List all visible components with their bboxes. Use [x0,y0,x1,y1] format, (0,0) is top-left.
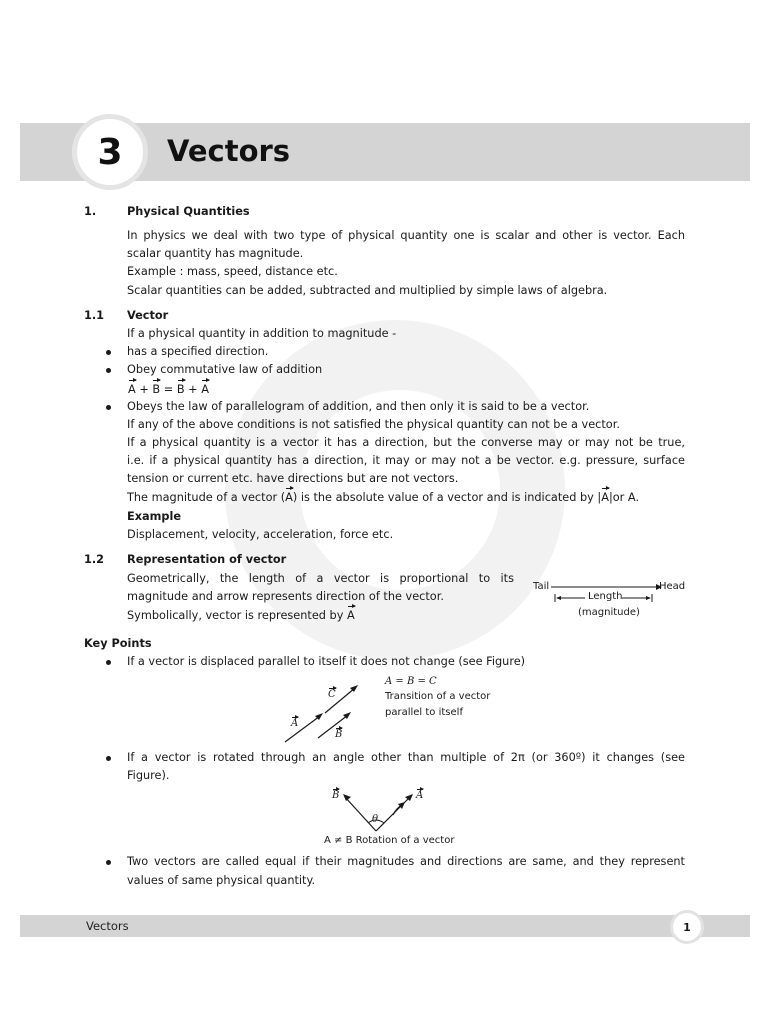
operator: + [139,383,149,396]
footer-label: Vectors [86,919,129,933]
commutative-equation [128,381,209,399]
vector-label-c [328,689,336,700]
vector-symbol: A [285,489,293,507]
text-fragment: Symbolically, vector is represented by [127,609,344,622]
figure-caption: Transition of a vector [385,691,491,702]
vector-label-a [416,790,423,801]
bullet-dot [106,350,111,355]
tail-label: Tail [533,581,550,592]
paragraph-line: Displacement, velocity, acceleration, force etc. [127,528,394,541]
text-fragment: The magnitude of a vector ( [127,491,286,504]
paragraph-line: If any of the above conditions is not satisfied the physical quantity can not be a vector. [127,418,620,431]
bullet-text: values of same physical quantity. [127,874,316,887]
section-number: 1.2 [84,553,105,566]
bullet-text: If a vector is rotated through an angle other than multiple of 2π (or 360º) it changes (see [127,751,685,764]
vector-symbol: B [177,381,185,399]
bullet-text: Obeys the law of parallelogram of addition, and then only it is said to be a vector. [127,400,590,413]
vector-symbol: B [335,729,343,740]
bullet-text: Obey commutative law of addition [127,363,323,376]
vector-symbol: A [601,489,609,507]
text-fragment: |or A. [608,491,640,504]
vector-symbol: A [291,718,299,729]
operator: = [163,383,174,396]
section-title: Physical Quantities [127,205,250,218]
footer-band [20,915,750,937]
paragraph-line: Example : mass, speed, distance etc. [127,265,338,278]
operator: + [188,383,198,396]
figure-caption: parallel to itself [385,707,463,718]
chapter-number: 3 [72,114,148,190]
vector-symbol: C [328,689,336,700]
text-fragment: ) is the absolute value of a vector and is indicated by | [292,491,602,504]
angle-label: θ [372,814,379,825]
paragraph-line: scalar quantity has magnitude. [127,247,304,260]
magnitude-label: (magnitude) [578,607,640,618]
head-label: Head [659,581,686,592]
vector-symbol: A [201,381,209,399]
paragraph-line: If a physical quantity in addition to magnitude - [127,327,397,340]
vector-symbol: B [332,790,340,801]
vector-label-b [332,790,339,801]
vector-symbol: A [347,607,355,625]
vector-label-b [335,729,342,740]
vector-symbol: A [416,790,424,801]
bullet-text: has a specified direction. [127,345,269,358]
bullet-dot [106,405,111,410]
arrowhead-icon [405,794,413,801]
bullet-text: Figure). [127,769,170,782]
section-title: Vector [127,309,169,322]
example-heading: Example [127,510,182,523]
figure-caption: A ≠ B Rotation of a vector [324,835,455,846]
vector-symbol: B [152,381,160,399]
section-number: 1. [84,205,97,218]
bullet-dot [106,756,111,761]
arrowhead-icon [343,794,351,801]
paragraph-line: If a physical quantity is a vector it has a direction, but the converse may or may not be true, [127,436,685,449]
key-points-heading: Key Points [84,637,152,650]
bullet-dot [106,660,111,665]
paragraph-line: Scalar quantities can be added, subtracted and multiplied by simple laws of algebra. [127,284,608,297]
vector-label-a [291,718,298,729]
bullet-text: If a vector is displaced parallel to itself it does not change (see Figure) [127,655,526,668]
length-label: Length [588,591,623,602]
equality-equation: A = B = C [385,676,437,687]
bullet-dot [106,860,111,865]
vector-symbol: A [128,381,136,399]
paragraph-line: i.e. if a physical quantity has a direction, it may or may not a be vector. e.g. pressure, surface [127,454,685,467]
magnitude-line [127,489,639,507]
paragraph-line: Geometrically, the length of a vector is proportional to its [127,572,514,585]
section-number: 1.1 [84,309,105,322]
page-number: 1 [670,910,704,944]
paragraph-line [127,607,355,625]
paragraph-line: magnitude and arrow represents direction of the vector. [127,590,444,603]
section-title: Representation of vector [127,553,287,566]
paragraph-line: In physics we deal with two type of physical quantity one is scalar and other is vector. Each [127,229,685,242]
bullet-text: Two vectors are called equal if their magnitudes and directions are same, and they represent [127,855,685,868]
arrowhead-icon [556,596,561,600]
vector-arrow-b [318,715,348,738]
paragraph-line: tension or current etc. have directions but are not vectors. [127,472,459,485]
bullet-dot [106,368,111,373]
arrowhead-icon [646,596,651,600]
chapter-title: Vectors [167,134,291,168]
